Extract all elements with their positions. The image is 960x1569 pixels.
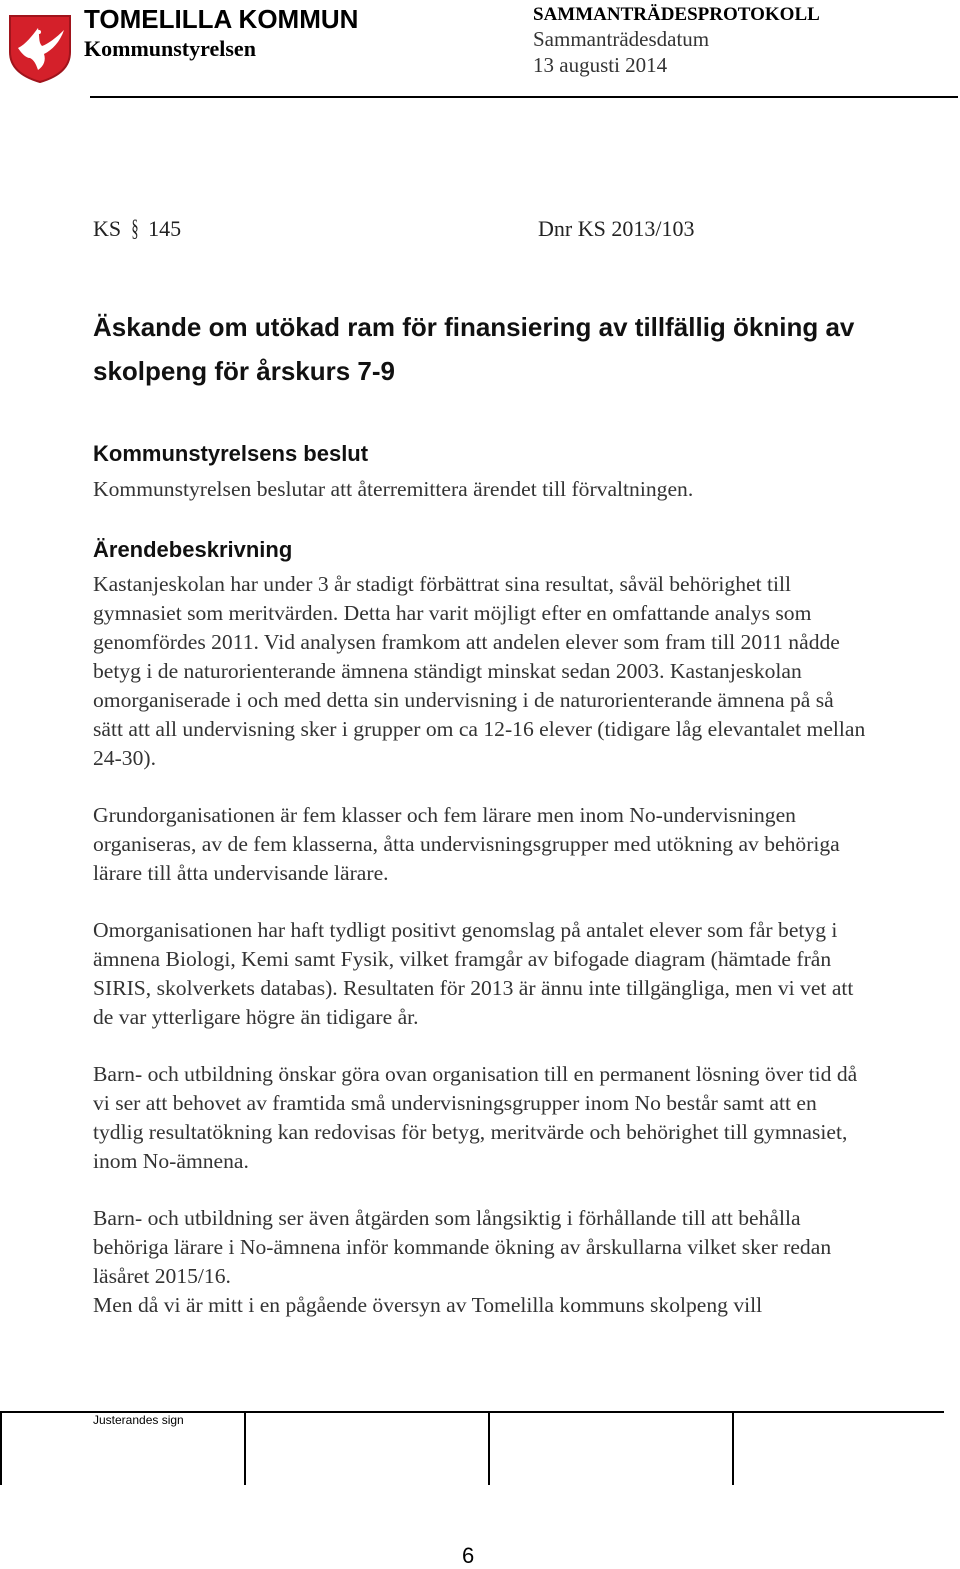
organization-department: Kommunstyrelsen — [84, 36, 256, 61]
coat-of-arms-icon — [8, 14, 72, 84]
header-divider — [90, 96, 958, 98]
case-reference-number: Dnr KS 2013/103 — [538, 216, 695, 241]
decision-heading: Kommunstyrelsens beslut — [93, 441, 369, 466]
signature-label: Justerandes sign — [93, 1413, 184, 1427]
case-number — [93, 216, 181, 243]
meeting-date: 13 augusti 2014 — [533, 53, 668, 77]
meeting-date-label: Sammanträdesdatum — [533, 27, 710, 51]
body-paragraph: Barn- och utbildning ser även åtgärden som långsiktig i förhållande till att behålla behöriga lärare i No-ämnena inför kommande ökning av årskullarna vilket sker redan läsåret 2015/16. Men då vi är mitt i en pågående översyn av Tomelilla kommuns skolpeng vill — [93, 1206, 832, 1317]
page-number: 6 — [462, 1543, 475, 1568]
signature-cell — [0, 1413, 2, 1485]
body-paragraph: Kastanjeskolan har under 3 år stadigt förbättrat sina resultat, såväl behörighet till gymnasiet som meritvärden. Detta har varit möjligt efter en omfattande analys som genomfördes 2011. Vid analysen framkom att andelen elever som fram till 2011 nådde betyg i de naturorienterande ämnena ständigt minskat sedan 2003. Kastanjeskolan omorganiserade i och med detta sin undervisning i de naturorienterande ämnena på så sätt att all undervisning sker i grupper om ca 12-16 elever (tidigare låg elevantalet mellan 24-30). — [93, 572, 866, 770]
body-paragraph: Omorganisationen har haft tydligt positivt genomslag på antalet elever som får betyg i ämnena Biologi, Kemi samt Fysik, vilket framgår av bifogade diagram (hämtade från SIRIS, skolverkets databas). Resultaten för 2013 är ännu inte tillgängliga, men vi vet att de var ytterligare högre än tidigare år. — [93, 918, 854, 1029]
signature-cell — [488, 1413, 490, 1485]
signature-cell — [244, 1413, 246, 1485]
case-paragraph-number: 145 — [148, 216, 182, 241]
paragraph-symbol: § — [131, 216, 139, 242]
body-paragraph: Grundorganisationen är fem klasser och fem lärare men inom No-undervisningen organiseras, av de fem klasserna, åtta undervisningsgrupper med utökning av behöriga lärare till åtta undervisande lärare. — [93, 803, 840, 885]
document-title: Äskande om utökad ram för finansiering av tillfällig ökning av skolpeng för årskurs 7-9 — [93, 312, 855, 386]
case-description-heading: Ärendebeskrivning — [93, 537, 293, 562]
case-prefix: KS — [93, 216, 122, 241]
organization-name: TOMELILLA KOMMUN — [84, 4, 359, 34]
signature-cell — [732, 1413, 734, 1485]
protocol-title: SAMMANTRÄDESPROTOKOLL — [533, 4, 820, 25]
body-paragraph: Barn- och utbildning önskar göra ovan organisation till en permanent lösning över tid då vi ser att behovet av framtida små undervisningsgrupper inom No består samt att en tydlig resultatökning kan redovisas för betyg, meritvärde och behörighet till gymnasiet, inom No-ämnena. — [93, 1062, 858, 1173]
decision-text: Kommunstyrelsen beslutar att återremittera ärendet till förvaltningen. — [93, 477, 694, 501]
